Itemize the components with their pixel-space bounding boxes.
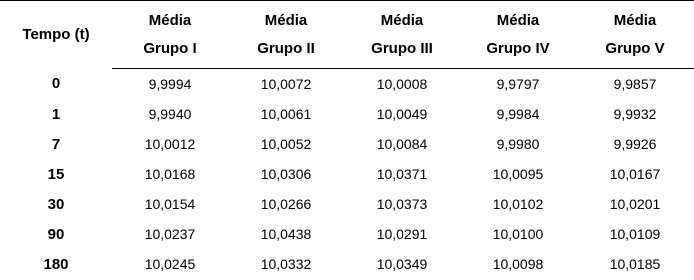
row-time: 30 [47, 195, 65, 213]
header-group-3-line1: Média [344, 1, 460, 40]
table-body [0, 69, 694, 280]
row-time: 15 [47, 165, 65, 183]
cell-group-3: 10,0084 [376, 136, 428, 152]
cell-group-2: 10,0061 [260, 106, 312, 122]
header-group-2-line1: Média [228, 1, 344, 40]
header-group-5-line1: Média [576, 1, 694, 40]
cell-group-5: 9,9932 [613, 106, 657, 122]
cell-group-4: 10,0098 [492, 256, 544, 272]
cell-group-5: 10,0201 [609, 196, 661, 212]
header-row-1 [0, 1, 694, 40]
header-group-2-line2: Grupo II [228, 39, 344, 69]
row-time: 1 [51, 105, 61, 123]
cell-group-1: 10,0237 [144, 226, 196, 242]
header-group-1-line2: Grupo I [112, 39, 228, 69]
header-group-4-line1: Média [460, 1, 576, 40]
cell-group-3: 10,0049 [376, 106, 428, 122]
cell-group-3: 10,0349 [376, 256, 428, 272]
cell-group-1: 9,9940 [148, 106, 192, 122]
cell-group-4: 9,9980 [496, 136, 540, 152]
cell-group-3: 10,0371 [376, 166, 428, 182]
cell-group-2: 10,0332 [260, 256, 312, 272]
cell-group-3: 10,0008 [376, 76, 428, 92]
cell-group-5: 10,0185 [609, 256, 661, 272]
cell-group-5: 9,9926 [613, 136, 657, 152]
cell-group-1: 10,0012 [144, 136, 196, 152]
table-row [0, 159, 694, 189]
cell-group-2: 10,0266 [260, 196, 312, 212]
table-row [0, 249, 694, 279]
table-row [0, 99, 694, 129]
cell-group-1: 9,9994 [148, 76, 192, 92]
cell-group-1: 10,0245 [144, 256, 196, 272]
cell-group-4: 10,0100 [492, 226, 544, 242]
header-group-3-line2: Grupo III [344, 39, 460, 69]
cell-group-4: 9,9797 [496, 76, 540, 92]
cell-group-4: 10,0095 [492, 166, 544, 182]
cell-group-5: 9,9857 [613, 76, 657, 92]
cell-group-3: 10,0291 [376, 226, 428, 242]
row-time: 180 [43, 255, 69, 273]
cell-group-5: 10,0109 [609, 226, 661, 242]
header-group-5-line2: Grupo V [576, 39, 694, 69]
row-time: 0 [51, 75, 61, 93]
cell-group-1: 10,0168 [144, 166, 196, 182]
cell-group-4: 10,0102 [492, 196, 544, 212]
cell-group-2: 10,0438 [260, 226, 312, 242]
table-row [0, 189, 694, 219]
table-row [0, 69, 694, 100]
cell-group-4: 9,9984 [496, 106, 540, 122]
cell-group-2: 10,0052 [260, 136, 312, 152]
table-row [0, 129, 694, 159]
header-group-1-line1: Média [112, 1, 228, 40]
row-time: 90 [47, 225, 65, 243]
header-time: Tempo (t) [0, 1, 112, 69]
cell-group-2: 10,0306 [260, 166, 312, 182]
cell-group-5: 10,0167 [609, 166, 661, 182]
header-group-4-line2: Grupo IV [460, 39, 576, 69]
table-header [0, 1, 694, 69]
cell-group-3: 10,0373 [376, 196, 428, 212]
row-time: 7 [51, 135, 61, 153]
cell-group-2: 10,0072 [260, 76, 312, 92]
table-row [0, 219, 694, 249]
cell-group-1: 10,0154 [144, 196, 196, 212]
